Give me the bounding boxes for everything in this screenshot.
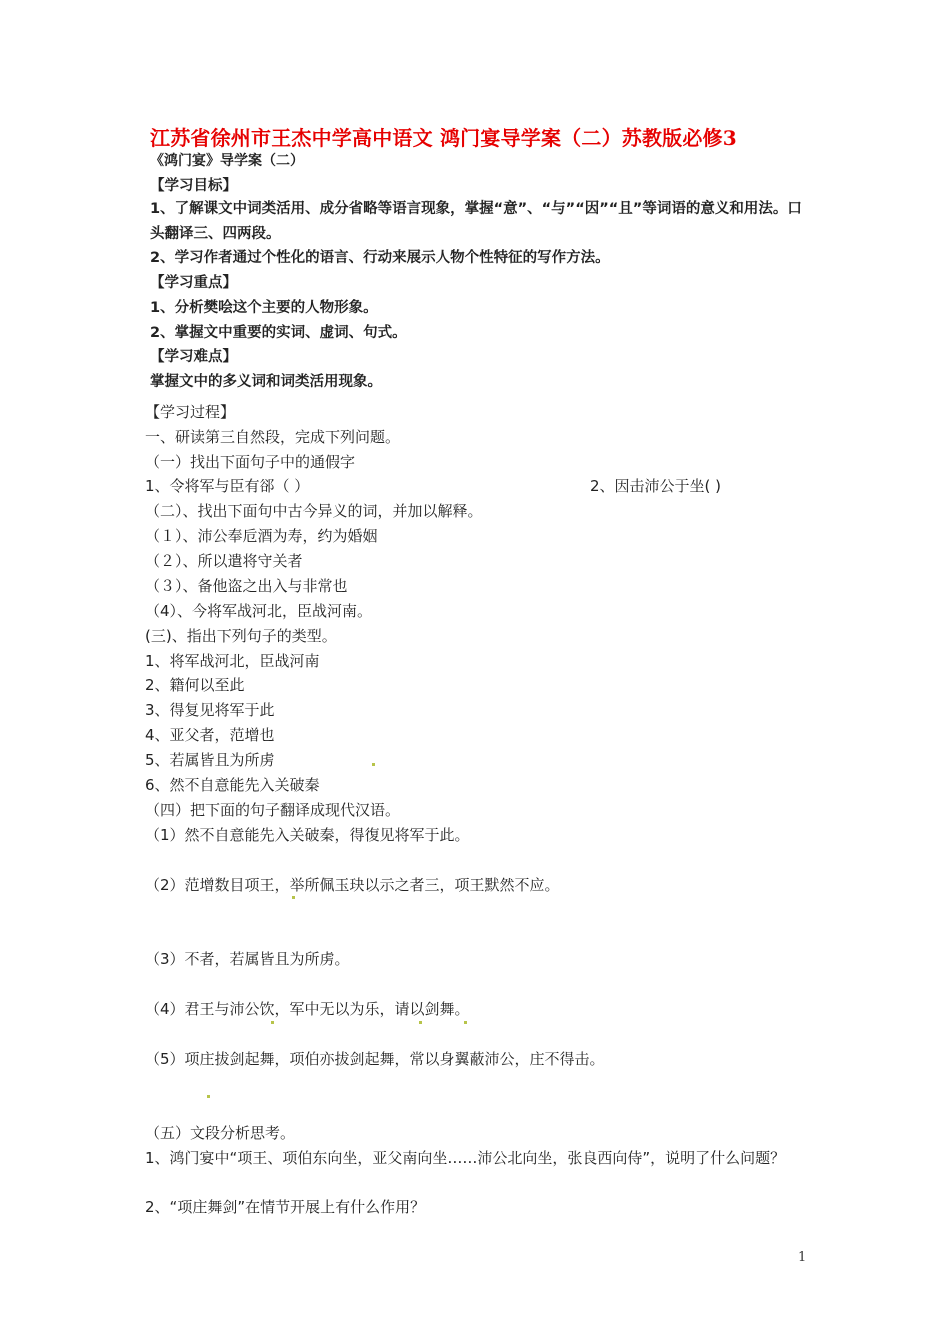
scan-speck [271,1021,274,1024]
section-4-item: （4）君王与沛公饮，军中无以为乐，请以剑舞。 [145,1000,470,1018]
section-2-item: （３）、备他盗之出入与非常也 [145,577,348,595]
section-5-title: （五）文段分析思考。 [145,1124,296,1142]
section-3-item: 4、亚父者，范增也 [145,726,275,744]
document-title: 江苏省徐州市王杰中学高中语文 鸿门宴导学案（二）苏教版必修3 [150,126,737,150]
process-heading: 【学习过程】 [145,403,236,421]
goals-heading: 【学习目标】 [150,178,237,194]
difficulties-item-1: 掌握文中的多义词和词类活用现象。 [150,374,382,390]
section-3-item: 5、若属皆且为所虏 [145,751,275,769]
section-1-question-row [145,475,825,496]
section-2-title: （二）、找出下面句中古今异义的词，并加以解释。 [145,502,483,520]
scan-speck [419,1021,422,1024]
section-1-question-2: 2、因击沛公于坐( ) [590,477,722,495]
section-2-item: （4）、今将军战河北，臣战河南。 [145,602,373,620]
section-4-item: （3）不者，若属皆且为所虏。 [145,950,350,968]
scan-speck [464,1021,467,1024]
section-1-question-1: 1、令将军与臣有郤（ ） [145,477,310,495]
key-points-item-1: 1、分析樊哙这个主要的人物形象。 [150,300,378,316]
document-subtitle: 《鸿门宴》导学案（二） [150,153,304,169]
section-5-question-2: 2、“项庄舞剑”在情节开展上有什么作用？ [145,1198,426,1216]
process-part-1: 一、研读第三自然段，完成下列问题。 [145,428,401,446]
key-points-item-2: 2、掌握文中重要的实词、虚词、句式。 [150,325,407,341]
goals-item-1: 1、了解课文中词类活用、成分省略等语言现象，掌握“意”、“与”“因”“且”等词语的意义和用法。口头翻译三、四两段。 [150,201,802,242]
scan-speck [207,1095,210,1098]
section-5-question-1: 1、鸿门宴中“项王、项伯东向坐，亚父南向坐……沛公北向坐，张良西向侍”，说明了什么问题？ [145,1149,786,1167]
section-2-item: （２）、所以遣将守关者 [145,552,303,570]
section-3-item: 6、然不自意能先入关破秦 [145,776,320,794]
section-3-item: 1、将军战河北，臣战河南 [145,652,320,670]
difficulties-heading: 【学习难点】 [150,349,237,365]
scan-speck [292,896,295,899]
goals-item-2: 2、学习作者通过个性化的语言、行动来展示人物个性特征的写作方法。 [150,250,610,266]
section-4-title: （四）把下面的句子翻译成现代汉语。 [145,801,401,819]
section-3-item: 2、籍何以至此 [145,676,245,694]
scan-speck [372,763,375,766]
section-3-title: (三)、指出下列句子的类型。 [145,627,337,645]
section-4-item: （1）然不自意能先入关破秦，得復见将军于此。 [145,826,470,844]
key-points-heading: 【学习重点】 [150,275,237,291]
section-3-item: 3、得复见将军于此 [145,701,275,719]
section-4-item: （5）项庄拔剑起舞，项伯亦拔剑起舞，常以身翼蔽沛公，庄不得击。 [145,1050,605,1068]
section-4-item: （2）范增数目项王，举所佩玉玦以示之者三，项王默然不应。 [145,876,560,894]
page-number: 1 [798,1250,807,1265]
section-1-title: （一）找出下面句子中的通假字 [145,453,356,471]
section-2-item: （１）、沛公奉卮酒为寿，约为婚姻 [145,527,378,545]
